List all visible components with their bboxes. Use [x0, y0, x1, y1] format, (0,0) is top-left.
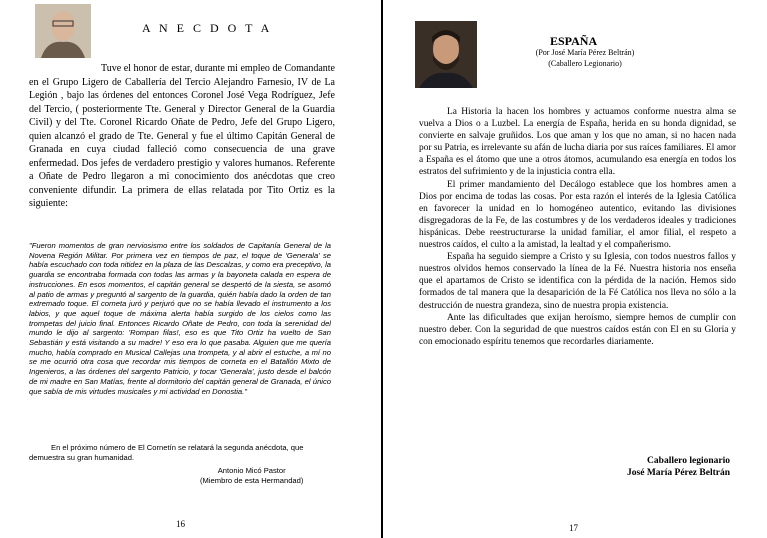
body-paragraph: La Historia la hacen los hombres y actuamos conforme nuestra alma se vuelva a Dios o a Luzbel. La energía de España, herida en su honda dignidad, se convierte en salvaje gruñidos. Los que aman y los que no aman, si no hacen nada por su Patria, es irrelevante su afán de lucha diaria por sus raíces familiares. El amor a España es el átomo que une a otros átomos, acumulando esa energía en todos los estratos del sufrimiento y de la injusticia contra ella.	[419, 107, 736, 178]
page-divider	[381, 0, 383, 538]
body-paragraph: Ante las dificultades que exijan heroísmo, siempre hemos de cumplir con nuestro deber. Con la seguridad de que nuestros caídos están con El en su Gloria y con emocionado espíritu tenemos que recordarles diariamente.	[419, 312, 736, 347]
quote-paragraph: "Fueron momentos de gran nerviosismo entre los soldados de Capitanía General de la Novena Región Militar. Por primera vez en tiempos de paz, el toque de 'Generala' se había escuchado con toda nitidez en la plaza de las Descalzas, y como era preceptivo, la guardia se encontraba formada con todas las armas y la bayoneta calada en espera de instrucciones. En esos momentos, el capitán general se despertó de la siesta, se asomó al patio de armas y preguntó al sargento de la guardia, quién había dado la orden de tan extremado toque. El corneta juró y perjuró que no se había llevado el instrumento a los labios, y que aquel toque de máxima alerta había surgido de los cielos como las trompetas del juicio final. Entonces Ricardo Oñate de Pedro, con toda la serenidad del mundo le dijo al sargento: 'Rompan filas!, eso es que Tito Ortiz ha vuelto de San Sebastián y está visitando a su madre! Y eso era lo que pasaba. Alguien que me quería mucho, había comprado en Musical Callejas una trompeta, y al abrir el estuche, a mí no se me ocurrió otra cosa que recordar mis tiempos de corneta en el Batallón Mixto de Ingenieros, a las órdenes del sargento Patricio, y tocar 'Generala', justo desde el balcón de mi madre en San Matías, frente al dormitorio del capitán general de Granada, el único que sabía de mis virtudes musicales y mi actividad en Donostia."	[29, 241, 331, 396]
byline-role: (Caballero Legionario)	[548, 58, 622, 68]
author-photo-right	[415, 21, 477, 88]
right-signature-name: José María Pérez Beltrán	[627, 468, 730, 478]
left-signature	[200, 466, 303, 486]
page-number-right: 17	[569, 523, 578, 533]
page-number-left: 16	[176, 519, 185, 529]
article-body	[419, 106, 736, 348]
byline-author: (Por José María Pérez Beltrán)	[535, 48, 635, 57]
left-signature-name: Antonio Micó Pastor	[217, 466, 286, 475]
left-signature-role: (Miembro de esta Hermandad)	[200, 476, 304, 485]
byline	[520, 48, 650, 69]
article-title-right: ESPAÑA	[550, 34, 598, 48]
article-title-left: A N E C D O T A	[142, 21, 273, 35]
author-photo	[35, 4, 91, 58]
right-signature-role: Caballero legionario	[647, 456, 730, 466]
body-paragraph: El primer mandamiento del Decálogo establece que los hombres amen a Dios por encima de todas las cosas. Por esta razón el interés de la Iglesia Católica en favorecer la unidad en lo homogéneo autentico, evitando las divisiones disgregadoras de la Fe, de las costumbres y de los verdaderos ideales y tradiciones hispánicas. Debe reestructurarse la unidad familiar, el amor filial, el respeto a nuestros caídos, el culto a la amistad, la lealtad y el compañerismo.	[419, 179, 736, 251]
next-issue-note: En el próximo número de El Cornetín se relatará la segunda anécdota, que demuestra su gran humanidad.	[29, 443, 304, 462]
right-signature	[560, 455, 730, 479]
body-paragraph: España ha seguido siempre a Cristo y su Iglesia, con todos nuestros fallos y nuestros olvidos hemos conservado la línea de la Fé. Nuestra historia nos enseña que el apartamos de Cristo se identifica con la pérdida de la nación. Hemos sido formados de tal manera que la desaparición de la Fé Católica nos lleva no sólo a la destrucción de nuestra grandeza, sino de nuestra propia existencia.	[419, 252, 736, 311]
intro-paragraph: Tuve el honor de estar, durante mi empleo de Comandante en el Grupo Ligero de Caballería del Tercio Alejandro Farnesio, IV de La Legión , bajo las órdenes del entonces Coronel José Vega Rodríguez, Jefe del Tercio, ( posteriormente Tte. General y Director General de la Guardia Civil) y del Tte. Coronel Ricardo Oñate de Pedro, Jefe del Grupo Ligero, quien alcanzó el grado de Tte. General y fue el último Capitán General de Granada en cuya ciudad falleció como consecuencia de una grave enfermedad. Dos jefes de verdadero prestigio y valores humanos. Referente a Oñate de Pedro llegaron a mi conocimiento dos anécdotas que creo conveniente difundir. La primera de ellas relatada por Tito Ortiz es la siguiente:	[29, 63, 335, 209]
